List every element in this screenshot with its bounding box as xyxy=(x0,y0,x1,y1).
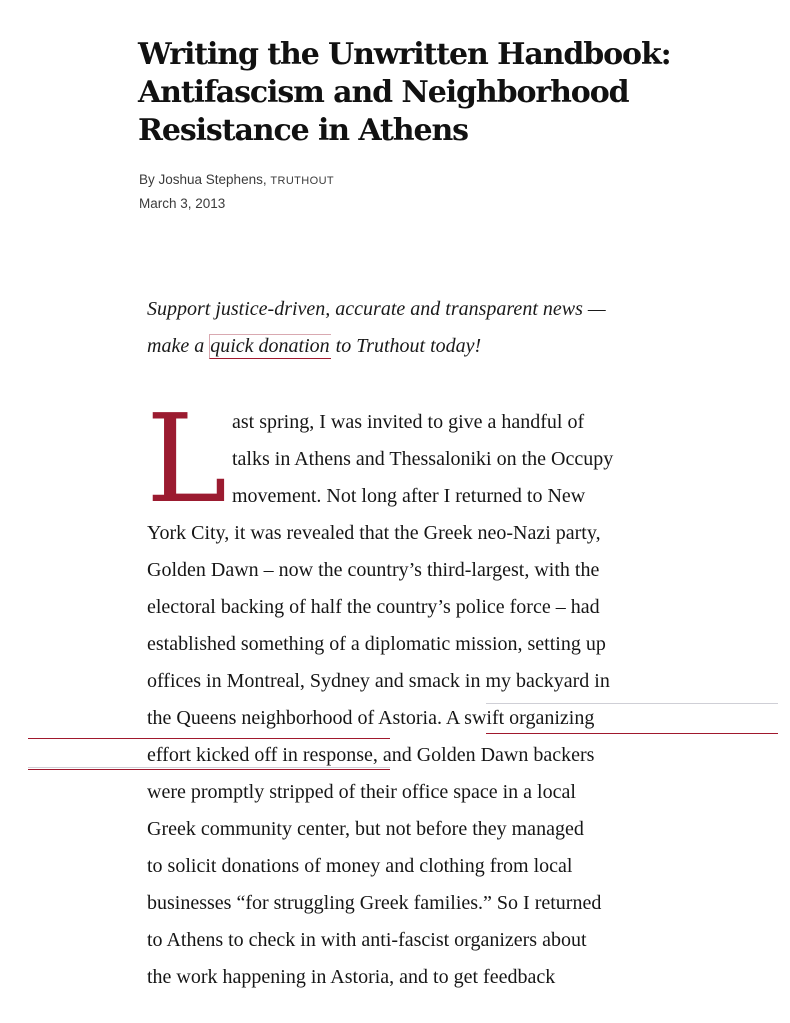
appeal-text: to Truthout today! xyxy=(330,335,482,357)
body-line: were promptly stripped of their office space in a local xyxy=(147,781,576,803)
selection-underline xyxy=(486,733,778,734)
selection-top-rule xyxy=(486,703,778,704)
selection-underline xyxy=(28,769,390,770)
appeal-line xyxy=(147,328,707,365)
body-line: ast spring, I was invited to give a handful of xyxy=(232,411,585,433)
publish-date: March 3, 2013 xyxy=(139,196,226,211)
body-line: movement. Not long after I returned to New xyxy=(232,485,586,507)
body-line: to Athens to check in with anti-fascist organizers about xyxy=(147,929,587,951)
appeal-line: Support justice-driven, accurate and transparent news — xyxy=(147,298,606,320)
headline-line: Writing the Unwritten Handbook: xyxy=(138,37,671,72)
body-line: effort kicked off in response, and Golden Dawn backers xyxy=(147,744,595,766)
body-line: the work happening in Astoria, and to get feedback xyxy=(147,966,556,988)
byline xyxy=(139,171,334,190)
drop-cap: L xyxy=(146,388,228,530)
selection-bottom-rule xyxy=(28,767,390,768)
outlet-name[interactable]: TRUTHOUT xyxy=(270,175,335,187)
author-name[interactable]: By Joshua Stephens, xyxy=(139,172,267,187)
quick-donation-link[interactable]: quick donation xyxy=(210,335,330,357)
donation-appeal xyxy=(147,291,707,365)
article-headline xyxy=(138,36,738,150)
body-line: businesses “for struggling Greek families.” So I returned xyxy=(147,892,602,914)
body-line: electoral backing of half the country’s police force – had xyxy=(147,596,600,618)
body-line: the Queens neighborhood of Astoria. A swift organizing xyxy=(147,707,595,729)
body-line: to solicit donations of money and clothing from local xyxy=(147,855,573,877)
body-line: York City, it was revealed that the Greek neo-Nazi party, xyxy=(147,522,601,544)
article-body xyxy=(147,404,707,996)
headline-line: Resistance in Athens xyxy=(138,113,468,148)
headline-line: Antifascism and Neighborhood xyxy=(138,75,629,110)
body-line: offices in Montreal, Sydney and smack in my backyard in xyxy=(147,670,610,692)
body-line: established something of a diplomatic mission, setting up xyxy=(147,633,606,655)
appeal-text: make a xyxy=(147,335,210,357)
body-line: Golden Dawn – now the country’s third-largest, with the xyxy=(147,559,600,581)
selection-underline xyxy=(28,738,390,739)
body-line: Greek community center, but not before they managed xyxy=(147,818,584,840)
body-line: talks in Athens and Thessaloniki on the Occupy xyxy=(232,448,614,470)
